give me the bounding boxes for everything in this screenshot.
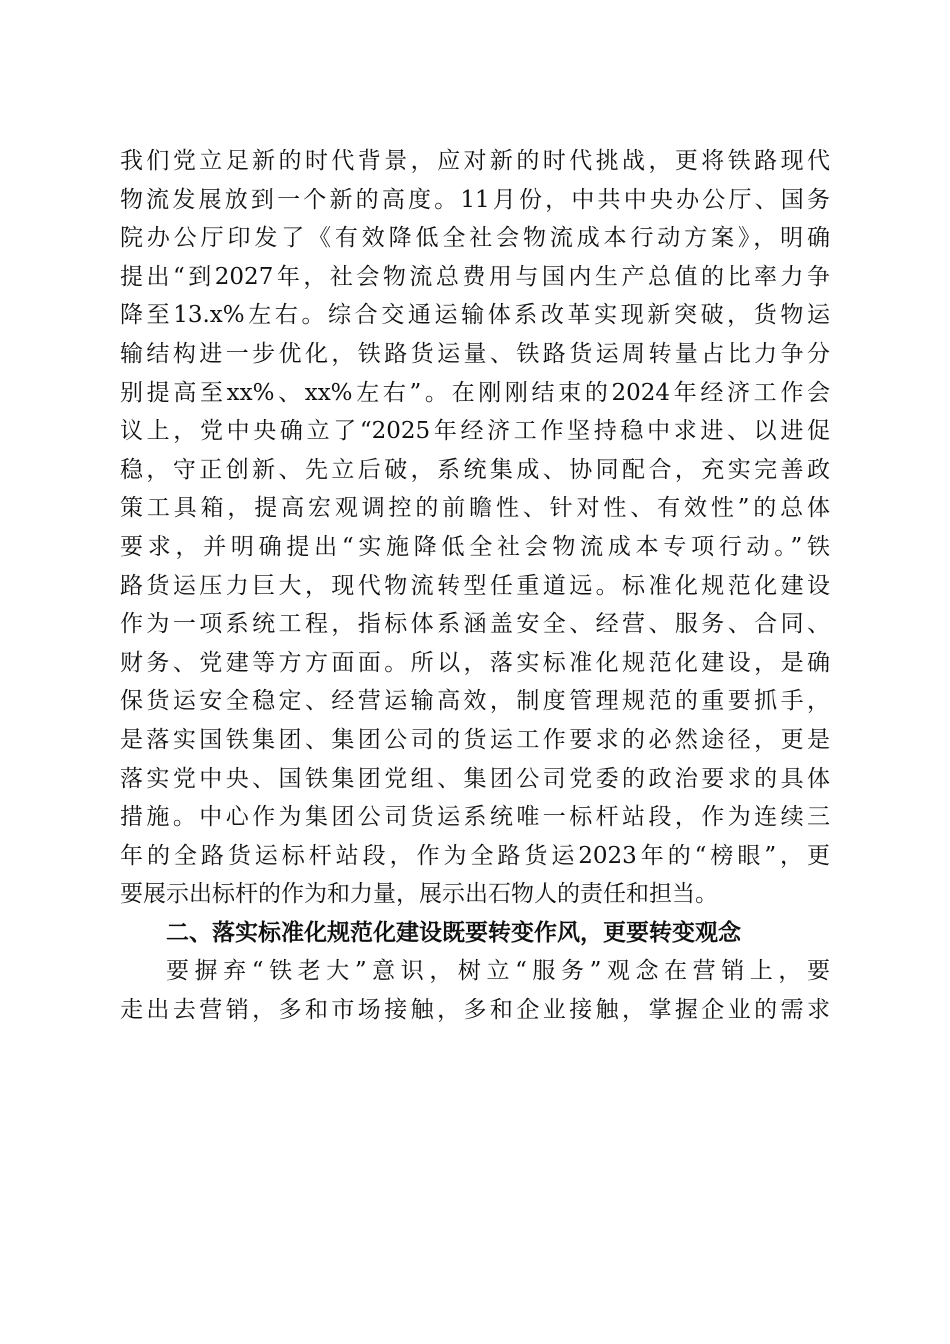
text-line: 提出“到2027年，社会物流总费用与国内生产总值的比率力争: [120, 263, 830, 290]
text-line: 策工具箱，提高宏观调控的前瞻性、针对性、有效性”的总体: [120, 495, 830, 522]
text-line: 别提高至xx%、xx%左右”。在刚刚结束的2024年经济工作会: [120, 379, 830, 406]
document-body: [120, 142, 830, 1030]
paragraph: [120, 142, 830, 914]
text-line: 物流发展放到一个新的高度。11月份，中共中央办公厅、国务: [120, 186, 830, 213]
text-line: 落实党中央、国铁集团党组、集团公司党委的政治要求的具体: [120, 765, 830, 792]
text-line: 要求，并明确提出“实施降低全社会物流成本专项行动。”铁: [120, 533, 830, 560]
text-line: 财务、党建等方方面面。所以，落实标准化规范化建设，是确: [120, 649, 830, 676]
text-line: 路货运压力巨大，现代物流转型任重道远。标准化规范化建设: [120, 572, 830, 599]
text-line: 年的全路货运标杆站段，作为全路货运2023年的“榜眼”，更: [120, 842, 830, 869]
section-heading: 二、落实标准化规范化建设既要转变作风，更要转变观念: [166, 919, 741, 946]
text-line: 措施。中心作为集团公司货运系统唯一标杆站段，作为连续三: [120, 804, 830, 831]
text-line: 是落实国铁集团、集团公司的货运工作要求的必然途径，更是: [120, 726, 830, 753]
text-line: 输结构进一步优化，铁路货运量、铁路货运周转量占比力争分: [120, 340, 830, 367]
text-line: 我们党立足新的时代背景，应对新的时代挑战，更将铁路现代: [120, 148, 830, 174]
text-line: 要摒弃“铁老大”意识，树立“服务”观念在营销上，要: [166, 958, 830, 985]
text-line: 院办公厅印发了《有效降低全社会物流成本行动方案》，明确: [120, 225, 830, 252]
text-line: 保货运安全稳定、经营运输高效，制度管理规范的重要抓手，: [120, 688, 830, 715]
text-line: 稳，守正创新、先立后破，系统集成、协同配合，充实完善政: [120, 456, 830, 483]
paragraph: [120, 952, 830, 1029]
text-line: 作为一项系统工程，指标体系涵盖安全、经营、服务、合同、: [120, 611, 830, 638]
text-line: 议上，党中央确立了“2025年经济工作坚持稳中求进、以进促: [120, 418, 830, 445]
text-line: 降至13.x%左右。综合交通运输体系改革实现新突破，货物运: [120, 302, 830, 329]
text-line: 要展示出标杆的作为和力量，展示出石物人的责任和担当。: [120, 881, 718, 908]
text-line: 走出去营销，多和市场接触，多和企业接触，掌握企业的需求: [120, 997, 830, 1024]
